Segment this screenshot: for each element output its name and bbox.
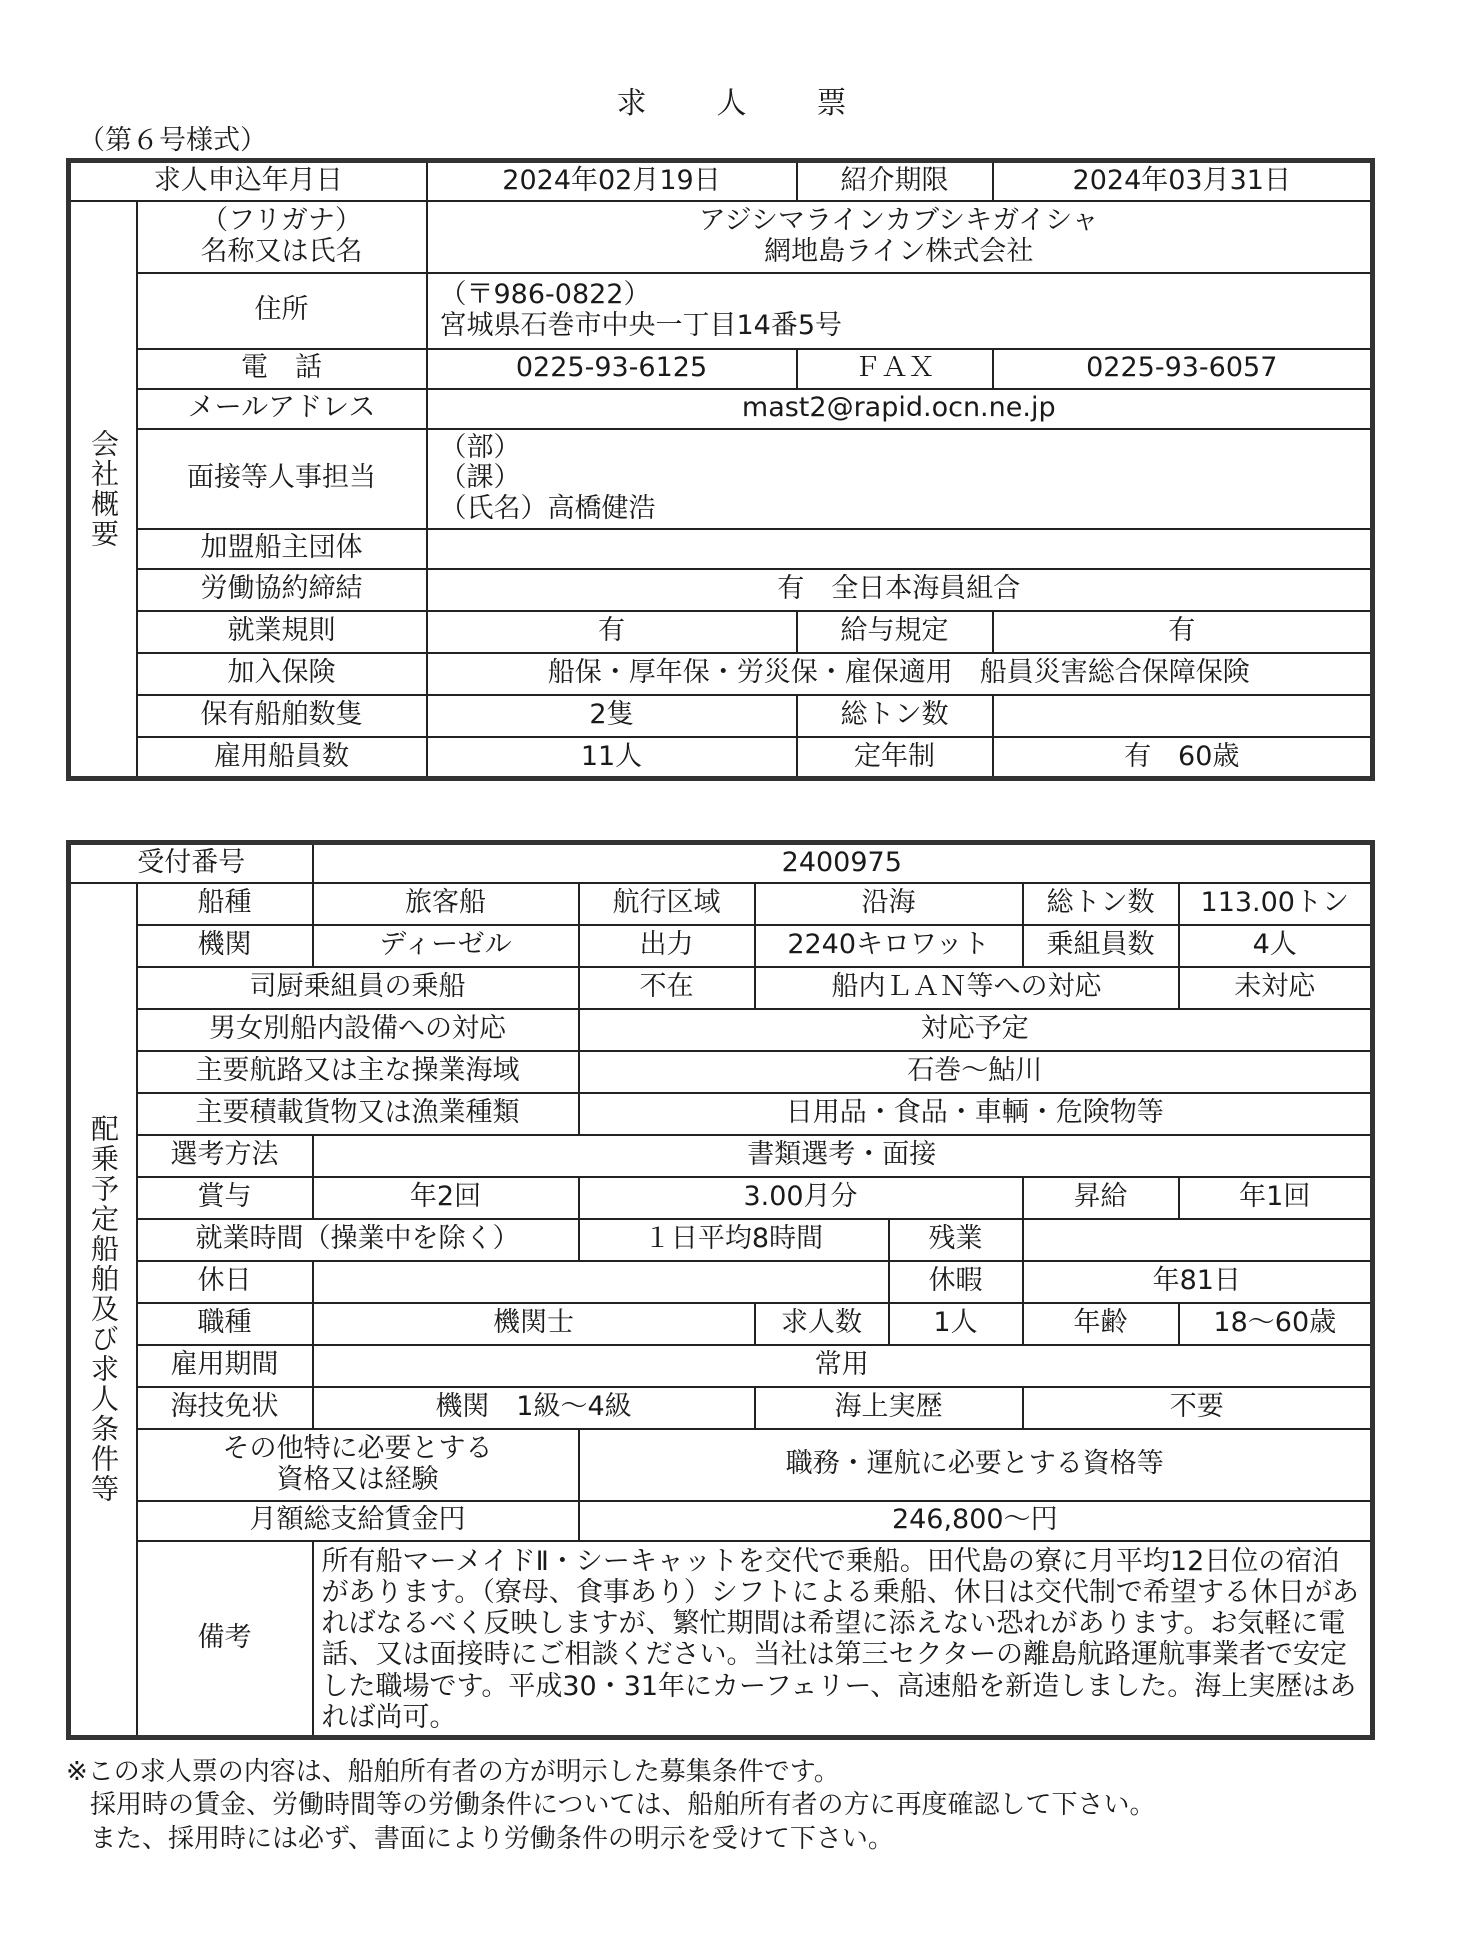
company-name-cell (427, 201, 1373, 273)
referral-period-label: 紹介期限 (797, 161, 993, 201)
license-label: 海技免状 (137, 1387, 313, 1429)
navigation-area-label: 航行区域 (579, 883, 755, 925)
hr-department: （部） (439, 432, 521, 464)
navigation-area: 沿海 (755, 883, 1023, 925)
job-type-label: 職種 (137, 1303, 313, 1345)
job-type: 機関士 (313, 1303, 755, 1345)
retirement: 有 60歳 (993, 737, 1373, 779)
crew-employed-label: 雇用船員数 (137, 737, 427, 779)
owners-association-label: 加盟船主団体 (137, 529, 427, 569)
leave-label: 休暇 (889, 1261, 1023, 1303)
hr-section: （課） (439, 462, 521, 494)
crew-count-label: 乗組員数 (1023, 925, 1179, 967)
insurance: 船保・厚年保・労災保・雇保適用 船員災害総合保障保険 (427, 653, 1373, 695)
engine-label: 機関 (137, 925, 313, 967)
company-overview-table (66, 158, 1375, 781)
ship-type-label: 船種 (137, 883, 313, 925)
openings-label: 求人数 (755, 1303, 889, 1345)
work-rules: 有 (427, 611, 797, 653)
cook-crew-label: 司厨乗組員の乗船 (137, 967, 579, 1009)
postal-code: （〒986-0822） (439, 279, 651, 311)
form-number: （第６号様式） (78, 125, 267, 156)
furigana-label: （フリガナ） (201, 205, 362, 237)
bonus-label: 賞与 (137, 1177, 313, 1219)
email-label: メールアドレス (137, 389, 427, 429)
labor-agreement: 有 全日本海員組合 (427, 569, 1373, 611)
crew-employed: 11人 (427, 737, 797, 779)
other-qualifications-label-line1: その他特に必要とする (222, 1433, 493, 1465)
job-conditions-table (66, 840, 1375, 1740)
salary-rules-label: 給与規定 (797, 611, 993, 653)
email: mast2@rapid.ocn.ne.jp (427, 389, 1373, 429)
footer-notes (66, 1756, 1155, 1856)
selection-method-label: 選考方法 (137, 1135, 313, 1177)
gender-facility-label: 男女別船内設備への対応 (137, 1009, 579, 1051)
crew-count: 4人 (1179, 925, 1373, 967)
raise: 年1回 (1179, 1177, 1373, 1219)
gross-tonnage-label: 総トン数 (797, 695, 993, 737)
cargo: 日用品・食品・車輌・危険物等 (579, 1093, 1373, 1135)
selection-method: 書類選考・面接 (313, 1135, 1373, 1177)
company-section-label: 会社概要 (69, 201, 137, 779)
address: 宮城県石巻市中央一丁目14番5号 (439, 309, 843, 341)
leave: 年81日 (1023, 1261, 1373, 1303)
receipt-number: 2400975 (313, 843, 1373, 883)
ships-owned-label: 保有船舶数隻 (137, 695, 427, 737)
tonnage-label: 総トン数 (1023, 883, 1179, 925)
bonus-times: 年2回 (313, 1177, 579, 1219)
address-label: 住所 (137, 273, 427, 349)
fax-label: ＦＡＸ (797, 349, 993, 389)
gross-tonnage (993, 695, 1373, 737)
working-hours-label: 就業時間（操業中を除く） (137, 1219, 579, 1261)
output: 2240キロワット (755, 925, 1023, 967)
employment-period: 常用 (313, 1345, 1373, 1387)
retirement-label: 定年制 (797, 737, 993, 779)
job-section-label: 配乗予定船舶及び求人条件等 (69, 883, 137, 1738)
openings: 1人 (889, 1303, 1023, 1345)
route-label: 主要航路又は主な操業海域 (137, 1051, 579, 1093)
company-name-label (137, 201, 427, 273)
holiday (313, 1261, 889, 1303)
holiday-label: 休日 (137, 1261, 313, 1303)
application-date-label: 求人申込年月日 (69, 161, 427, 201)
fax: 0225-93-6057 (993, 349, 1373, 389)
remarks-label: 備考 (137, 1541, 313, 1738)
output-label: 出力 (579, 925, 755, 967)
insurance-label: 加入保険 (137, 653, 427, 695)
salary-rules: 有 (993, 611, 1373, 653)
sea-experience-label: 海上実歴 (755, 1387, 1023, 1429)
employment-period-label: 雇用期間 (137, 1345, 313, 1387)
name-label: 名称又は氏名 (200, 235, 363, 267)
application-date: 2024年02月19日 (427, 161, 797, 201)
company-name-furigana: アジシマラインカブシキガイシャ (698, 205, 1099, 237)
page-title: 求人票 (616, 86, 917, 121)
phone: 0225-93-6125 (427, 349, 797, 389)
company-name: 網地島ライン株式会社 (764, 235, 1034, 267)
overtime (1023, 1219, 1373, 1261)
engine: ディーゼル (313, 925, 579, 967)
footer-note-2: 採用時の賃金、労働時間等の労働条件については、船舶所有者の方に再度確認して下さい。 (90, 1790, 1156, 1821)
footer-note-3: また、採用時には必ず、書面により労働条件の明示を受けて下さい。 (90, 1823, 894, 1854)
remarks: 所有船マーメイドⅡ・シーキャットを交代で乗船。田代島の寮に月平均12日位の宿泊があります。（寮母、食事あり）シフトによる乗船、休日は交代制で希望する休日があればなるべく反映しますが、繁忙期間は希望に添えない恐れがあります。お気軽に電話、又は面接時にご相談ください。当社は第三セクターの離島航路運航事業者で安定した職場です。平成30・31年にカーフェリー、高速船を新造しました。海上実歴はあれば尚可。 (313, 1541, 1373, 1738)
hr-contact-cell (427, 429, 1373, 529)
referral-period: 2024年03月31日 (993, 161, 1373, 201)
sea-experience: 不要 (1023, 1387, 1373, 1429)
age: 18～60歳 (1179, 1303, 1373, 1345)
cook-crew: 不在 (579, 967, 755, 1009)
age-label: 年齢 (1023, 1303, 1179, 1345)
lan-support-label: 船内ＬＡＮ等への対応 (755, 967, 1179, 1009)
hr-name: （氏名）高橋健浩 (439, 492, 656, 524)
phone-label: 電 話 (137, 349, 427, 389)
ships-owned: 2隻 (427, 695, 797, 737)
hr-contact-label: 面接等人事担当 (137, 429, 427, 529)
tonnage: 113.00トン (1179, 883, 1373, 925)
lan-support: 未対応 (1179, 967, 1373, 1009)
other-qualifications: 職務・運航に必要とする資格等 (579, 1429, 1373, 1501)
other-qualifications-label (137, 1429, 579, 1501)
receipt-number-label: 受付番号 (69, 843, 313, 883)
gender-facility: 対応予定 (579, 1009, 1373, 1051)
ship-type: 旅客船 (313, 883, 579, 925)
labor-agreement-label: 労働協約締結 (137, 569, 427, 611)
license: 機関 1級～4級 (313, 1387, 755, 1429)
footer-note-1: ※この求人票の内容は、船舶所有者の方が明示した募集条件です。 (66, 1757, 840, 1787)
address-cell (427, 273, 1373, 349)
raise-label: 昇給 (1023, 1177, 1179, 1219)
owners-association (427, 529, 1373, 569)
monthly-pay-label: 月額総支給賃金円 (137, 1501, 579, 1541)
route: 石巻～鮎川 (579, 1051, 1373, 1093)
bonus-amount: 3.00月分 (579, 1177, 1023, 1219)
overtime-label: 残業 (889, 1219, 1023, 1261)
cargo-label: 主要積載貨物又は漁業種類 (137, 1093, 579, 1135)
working-hours: １日平均8時間 (579, 1219, 889, 1261)
other-qualifications-label-line2: 資格又は経験 (276, 1463, 439, 1495)
monthly-pay: 246,800～円 (579, 1501, 1373, 1541)
work-rules-label: 就業規則 (137, 611, 427, 653)
